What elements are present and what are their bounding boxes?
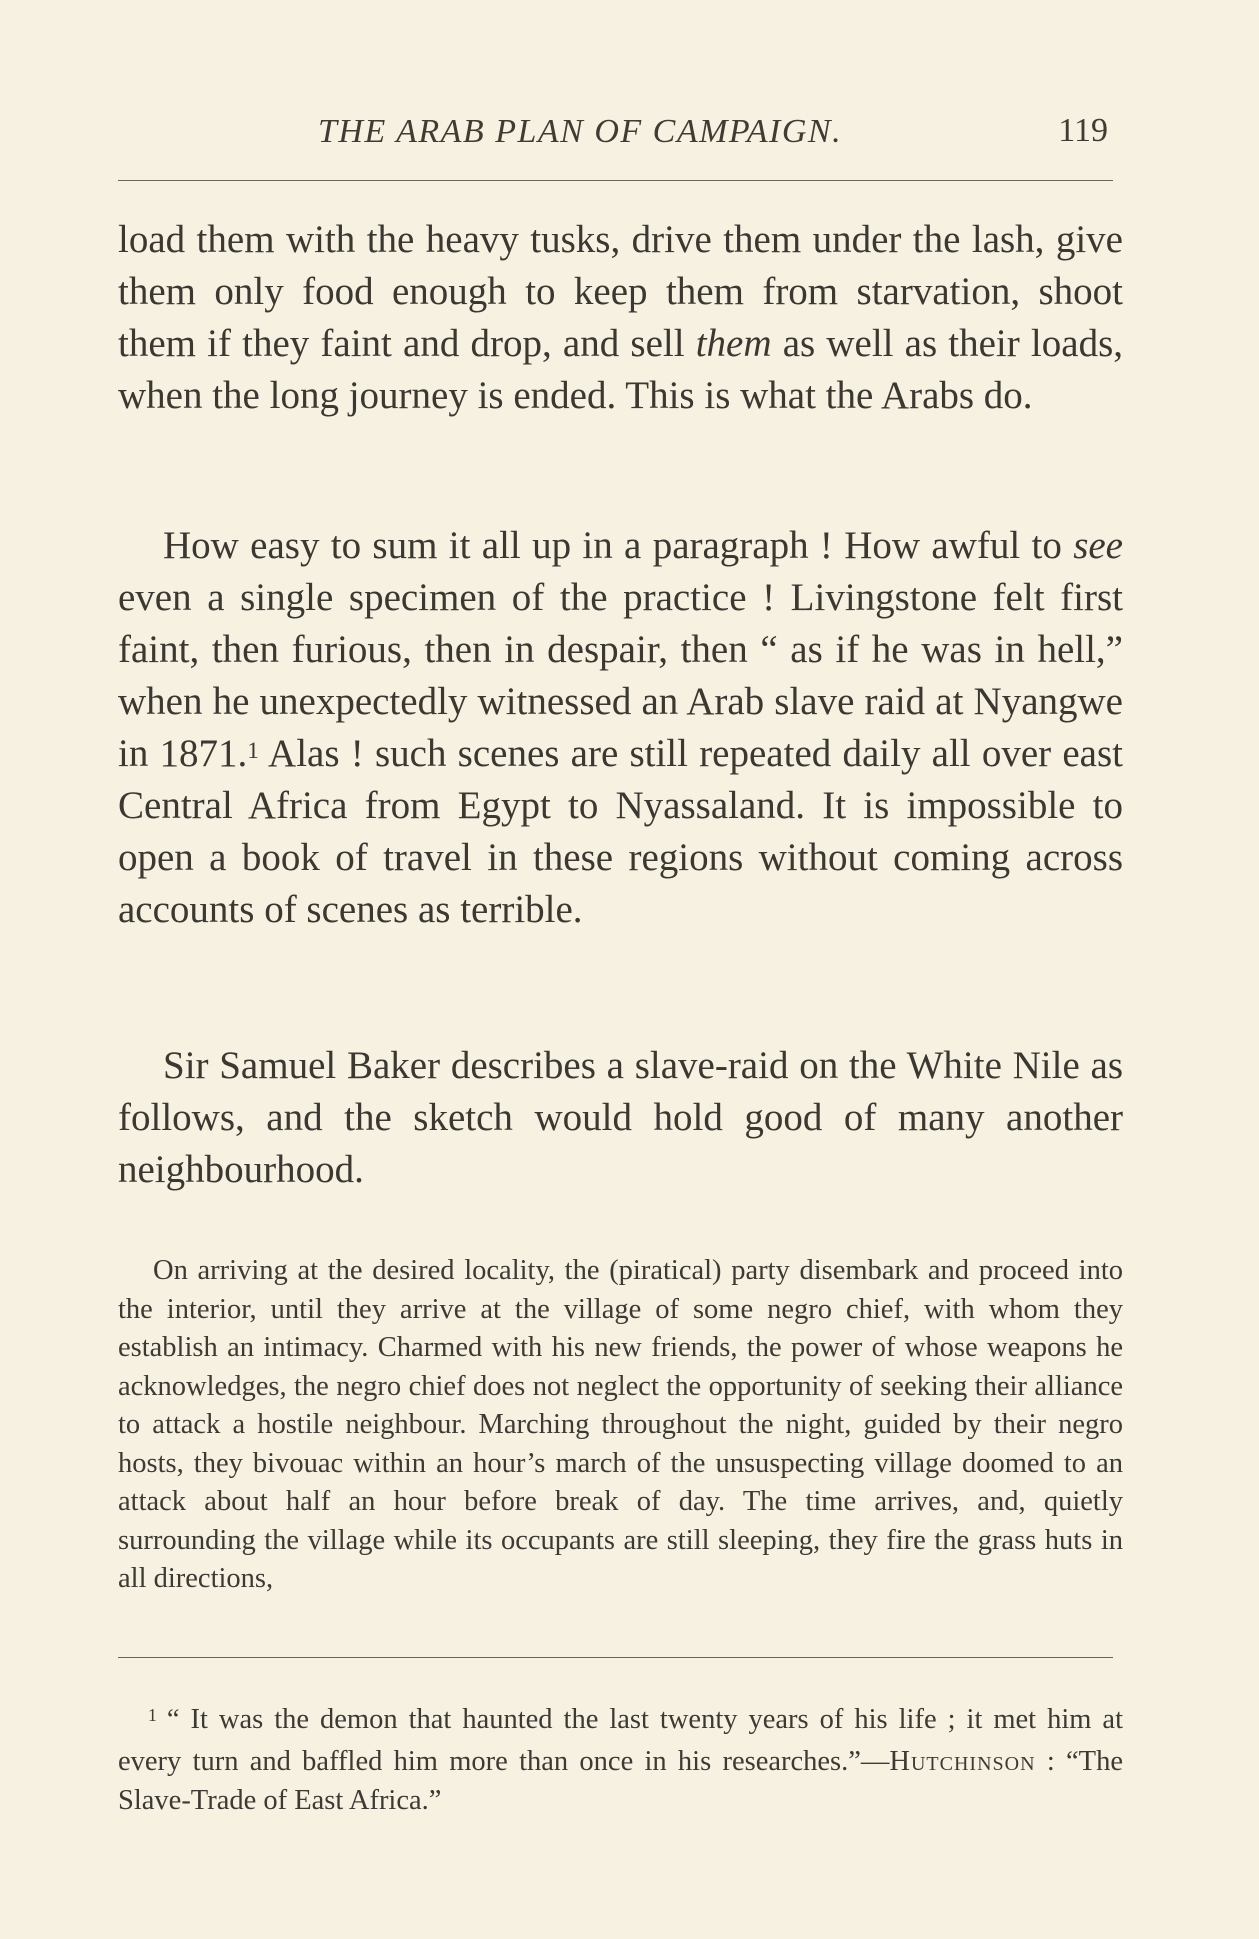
- paragraph-2-text-c: Alas ! such scenes are still repeated daily all over east Central Africa from Egypt to Nyassaland. It is impossible to open a book of travel in these regions without coming across accounts of scenes as terrible.: [118, 732, 1123, 931]
- header-rule: [118, 180, 1113, 181]
- page-header: [118, 108, 1118, 168]
- paragraph-3-text: Sir Samuel Baker describes a slave-raid on the White Nile as follows, and the sketch would hold good of many another neighbourhood.: [118, 1044, 1123, 1191]
- footnote: [118, 1700, 1123, 1820]
- footnote-author: Hutchinson: [889, 1746, 1036, 1777]
- running-title: THE ARAB PLAN OF CAMPAIGN.: [318, 113, 843, 150]
- block-quote-text: On arriving at the desired locality, the (piratical) party disembark and proceed into the interior, until they arrive at the village of some negro chief, with whom they establish an intimacy. Charmed with his new friends, the power of whose weapons he acknowledges, the negro chief does not neglect the opportunity of seeking their alliance to attack a hostile neighbour. Marching throughout the night, guided by their negro hosts, they bivouac within an hour’s march of the unsuspecting village doomed to an attack about half an hour before break of day. The time arrives, and, quietly surrounding the village while its occupants are still sleeping, they fire the grass huts in all directions,: [118, 1255, 1123, 1594]
- page-number: 119: [1058, 112, 1108, 149]
- paragraph-2-text-b: even a single specimen of the practice ! Livingstone felt first faint, then furious, then in despair, then “ as if he was in hell,” when he unexpectedly witnessed an Arab slave raid at Nyangwe in 1871.: [118, 576, 1123, 775]
- footnote-rule: [118, 1657, 1113, 1658]
- paragraph-1-text-a: load them with the heavy tusks, drive them under the lash, give them only food enough to keep them from starvation, shoot them if they faint and drop, and sell: [118, 218, 1123, 365]
- paragraph-2-text-a: How easy to sum it all up in a paragraph ! How awful to: [163, 524, 1074, 567]
- paragraph-1: [118, 214, 1123, 422]
- footnote-mark: 1: [148, 1704, 157, 1725]
- paragraph-1-italic: them: [695, 322, 772, 365]
- paragraph-2-italic: see: [1073, 524, 1123, 567]
- paragraph-1-text-b: as well as their loads, when the long journey is ended. This is what the Arabs do.: [118, 322, 1123, 417]
- block-quote: [118, 1252, 1123, 1599]
- footnote-reference: 1: [247, 737, 259, 764]
- footnote-text-b: : “The Slave-Trade of East Africa.”: [118, 1746, 1123, 1816]
- footnote-text-a: “ It was the demon that haunted the last twenty years of his life ; it met him at every turn and baffled him more than once in his researches.”—: [118, 1704, 1123, 1777]
- paragraph-2: [118, 520, 1123, 936]
- paragraph-3: [118, 1040, 1123, 1196]
